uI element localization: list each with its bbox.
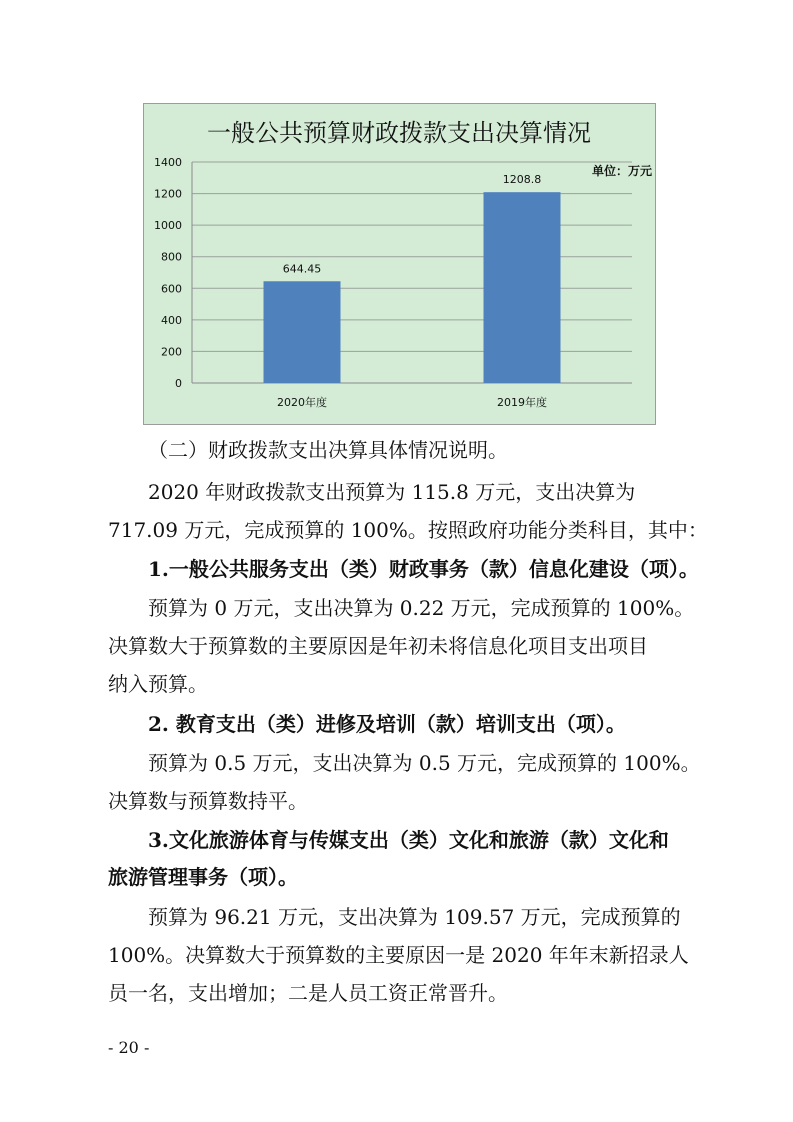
bar bbox=[484, 192, 561, 383]
y-tick-label: 1400 bbox=[154, 156, 182, 169]
intro-line-2: 717.09 万元，完成预算的 100%。按照政府功能分类科目，其中： bbox=[108, 518, 708, 542]
y-tick-label: 0 bbox=[175, 377, 182, 390]
y-tick-label: 1000 bbox=[154, 219, 182, 233]
x-tick-label: 2019年度 bbox=[497, 396, 547, 409]
item3-line-2: 100%。决算数大于预算数的主要原因一是 2020 年年末新招录人 bbox=[108, 943, 689, 967]
item3-line-3: 员一名，支出增加；二是人员工资正常晋升。 bbox=[108, 981, 508, 1005]
bar-value-label: 644.45 bbox=[282, 262, 322, 276]
item2-line-1: 预算为 0.5 万元，支出决算为 0.5 万元，完成预算的 100%。 bbox=[148, 751, 701, 775]
page-number: - 20 - bbox=[108, 1038, 150, 1057]
item1-line-3: 纳入预算。 bbox=[108, 672, 208, 696]
item1-line-1: 预算为 0 万元，支出决算为 0.22 万元，完成预算的 100%。 bbox=[148, 596, 695, 620]
budget-bar-chart bbox=[143, 103, 656, 425]
y-tick-label: 400 bbox=[161, 313, 182, 327]
y-tick-label: 600 bbox=[161, 282, 182, 296]
y-tick-label: 200 bbox=[161, 345, 182, 359]
item3-title-line-1: 3.文化旅游体育与传媒支出（类）文化和旅游（款）文化和 bbox=[148, 828, 669, 852]
y-tick-label: 800 bbox=[161, 250, 182, 264]
chart-title: 一般公共预算财政拨款支出决算情况 bbox=[207, 119, 591, 147]
bar bbox=[264, 281, 341, 383]
chart-canvas bbox=[144, 104, 655, 424]
section-heading: （二）财政拨款支出决算具体情况说明。 bbox=[148, 438, 508, 462]
bar-value-label: 1208.8 bbox=[502, 173, 542, 187]
intro-line-1: 2020 年财政拨款支出预算为 115.8 万元，支出决算为 bbox=[148, 480, 636, 504]
item2-title: 2. 教育支出（类）进修及培训（款）培训支出（项）。 bbox=[148, 712, 626, 736]
item3-line-1: 预算为 96.21 万元，支出决算为 109.57 万元，完成预算的 bbox=[148, 905, 681, 929]
item2-line-2: 决算数与预算数持平。 bbox=[108, 789, 308, 813]
chart-unit-note: 单位：万元 bbox=[592, 164, 653, 178]
x-tick-label: 2020年度 bbox=[277, 396, 327, 409]
item1-title: 1.一般公共服务支出（类）财政事务（款）信息化建设（项）。 bbox=[148, 557, 699, 581]
item3-title-line-2: 旅游管理事务（项）。 bbox=[108, 865, 298, 889]
item1-line-2: 决算数大于预算数的主要原因是年初未将信息化项目支出项目 bbox=[108, 634, 648, 658]
y-tick-label: 1200 bbox=[154, 187, 182, 201]
